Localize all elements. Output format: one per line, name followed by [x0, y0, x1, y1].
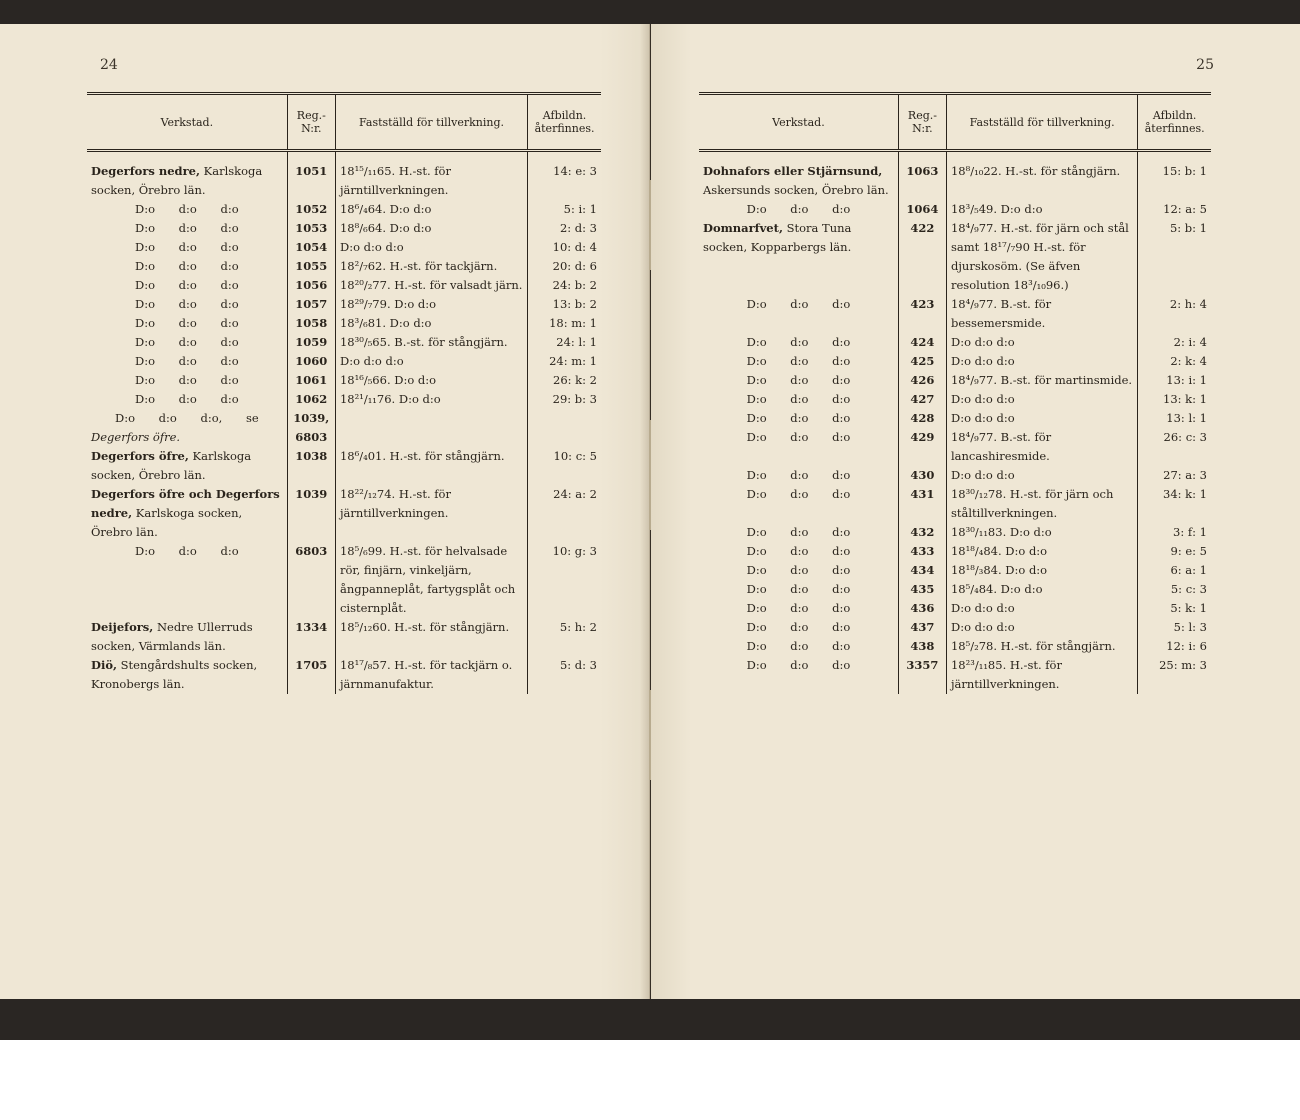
ditto-marks: D:o d:o d:o — [746, 392, 851, 406]
illustration-ref-cell: 5: l: 3 — [1138, 618, 1211, 637]
illustration-ref-cell: 13: i: 1 — [1138, 371, 1211, 390]
works-location: Karlskoga socken, Örebro län. — [91, 164, 263, 197]
fixed-for-cell: 18³/₅49. D:o d:o — [946, 200, 1137, 219]
fixed-for-cell: D:o d:o d:o — [946, 390, 1137, 409]
table-row — [699, 599, 1211, 618]
works-cell — [699, 599, 898, 618]
illustration-ref-cell: 6: a: 1 — [1138, 561, 1211, 580]
fixed-for-cell: 18³⁰/₅65. B.-st. för stångjärn. — [335, 333, 527, 352]
table-row — [699, 390, 1211, 409]
col-header-works: Verkstad. — [87, 94, 287, 151]
works-cell — [699, 390, 898, 409]
ditto-marks: D:o d:o d:o — [746, 487, 851, 501]
table-row — [699, 656, 1211, 694]
ditto-marks: D:o d:o d:o — [746, 411, 851, 425]
fixed-for-cell: 18⁵/₄84. D:o d:o — [946, 580, 1137, 599]
reg-number-cell: 1052 — [287, 200, 335, 219]
works-cell — [87, 257, 287, 276]
illustration-ref-cell: 10: g: 3 — [528, 542, 601, 618]
fixed-for-cell: D:o d:o d:o — [946, 333, 1137, 352]
works-cell — [87, 200, 287, 219]
works-cell — [699, 523, 898, 542]
works-cell — [699, 371, 898, 390]
ditto-marks: D:o d:o d:o — [135, 354, 239, 368]
illustration-ref-cell: 5: k: 1 — [1138, 599, 1211, 618]
col-header-fixed: Fastställd för tillverkning. — [946, 94, 1137, 151]
ditto-marks: D:o d:o d:o — [746, 335, 851, 349]
ditto-marks: D:o d:o d:o — [746, 601, 851, 615]
table-row — [699, 219, 1211, 295]
works-cell — [87, 295, 287, 314]
works-name: Degerfors öfre och Degerfors nedre, — [91, 487, 280, 520]
illustration-ref-cell: 2: k: 4 — [1138, 352, 1211, 371]
table-row — [699, 333, 1211, 352]
right-page — [651, 24, 1300, 999]
illustration-ref-cell: 24: a: 2 — [528, 485, 601, 542]
illustration-ref-cell: 24: b: 2 — [528, 276, 601, 295]
works-cell — [699, 428, 898, 466]
fixed-for-cell: 18⁵/₁₂60. H.-st. för stångjärn. — [335, 618, 527, 656]
table-row — [87, 257, 601, 276]
works-cell — [699, 333, 898, 352]
table-row — [699, 542, 1211, 561]
table-row — [87, 295, 601, 314]
reg-number-cell: 1060 — [287, 352, 335, 371]
illustration-ref-cell: 5: c: 3 — [1138, 580, 1211, 599]
table-header-row — [87, 94, 601, 151]
fixed-for-cell — [335, 409, 527, 447]
illustration-ref-cell: 5: i: 1 — [528, 200, 601, 219]
fixed-for-cell: D:o d:o d:o — [946, 466, 1137, 485]
fixed-for-cell: 18⁶/₄64. D:o d:o — [335, 200, 527, 219]
illustration-ref-cell: 10: d: 4 — [528, 238, 601, 257]
illustration-ref-cell: 14: e: 3 — [528, 151, 601, 201]
reg-number-cell: 433 — [898, 542, 946, 561]
reg-number-cell: 1039 — [287, 485, 335, 542]
works-cell — [699, 409, 898, 428]
works-cell — [699, 580, 898, 599]
ditto-marks: D:o d:o d:o — [746, 582, 851, 596]
reg-number-cell: 1038 — [287, 447, 335, 485]
works-cell — [87, 151, 287, 201]
fixed-for-cell: D:o d:o d:o — [946, 409, 1137, 428]
illustration-ref-cell: 29: b: 3 — [528, 390, 601, 409]
illustration-ref-cell: 13: b: 2 — [528, 295, 601, 314]
reg-number-cell: 434 — [898, 561, 946, 580]
works-name: Domnarfvet, — [703, 221, 783, 235]
illustration-ref-cell: 13: l: 1 — [1138, 409, 1211, 428]
table-row — [87, 352, 601, 371]
illustration-ref-cell: 24: l: 1 — [528, 333, 601, 352]
illustration-ref-cell: 12: i: 6 — [1138, 637, 1211, 656]
reg-number-cell: 436 — [898, 599, 946, 618]
table-header-row — [699, 94, 1211, 151]
fixed-for-cell: 18⁶/₄01. H.-st. för stångjärn. — [335, 447, 527, 485]
col-header-reg: Reg.-N:r. — [898, 94, 946, 151]
table-row — [87, 656, 601, 694]
works-cell — [699, 295, 898, 333]
table-row — [699, 352, 1211, 371]
reg-number-cell: 1061 — [287, 371, 335, 390]
fixed-for-cell: D:o d:o d:o — [946, 618, 1137, 637]
works-name: Degerfors öfre, — [91, 449, 189, 463]
illustration-ref-cell: 26: c: 3 — [1138, 428, 1211, 466]
fixed-for-cell: 18³⁰/₁₁83. D:o d:o — [946, 523, 1137, 542]
fixed-for-cell: 18²⁰/₂77. H.-st. för valsadt järn. — [335, 276, 527, 295]
reg-number-cell: 1705 — [287, 656, 335, 694]
illustration-ref-cell: 25: m: 3 — [1138, 656, 1211, 694]
ditto-marks: D:o d:o d:o — [746, 468, 851, 482]
works-cell — [87, 371, 287, 390]
works-location: Askersunds socken, Örebro län. — [703, 183, 889, 197]
fixed-for-cell: D:o d:o d:o — [946, 352, 1137, 371]
illustration-ref-cell: 5: b: 1 — [1138, 219, 1211, 295]
fixed-for-cell: 18³/₆81. D:o d:o — [335, 314, 527, 333]
works-cell — [699, 466, 898, 485]
ditto-marks: D:o d:o d:o, se — [114, 411, 259, 425]
table-body — [87, 151, 601, 695]
fixed-for-cell: 18⁸/₆64. D:o d:o — [335, 219, 527, 238]
table-row — [699, 618, 1211, 637]
reg-number-cell: 426 — [898, 371, 946, 390]
illustration-ref-cell: 24: m: 1 — [528, 352, 601, 371]
table-body — [699, 151, 1211, 695]
reg-number-cell: 1054 — [287, 238, 335, 257]
works-cell — [87, 485, 287, 542]
reg-number-cell: 422 — [898, 219, 946, 295]
works-cell — [87, 352, 287, 371]
col-header-ref: Afbildn. återfinnes. — [528, 94, 601, 151]
fixed-for-cell: 18²²/₁₂74. H.-st. för järntillverkningen. — [335, 485, 527, 542]
illustration-ref-cell: 18: m: 1 — [528, 314, 601, 333]
ditto-marks: D:o d:o d:o — [135, 278, 239, 292]
ditto-marks: D:o d:o d:o — [135, 544, 239, 558]
illustration-ref-cell: 13: k: 1 — [1138, 390, 1211, 409]
reg-number-cell: 1058 — [287, 314, 335, 333]
illustration-ref-cell: 2: h: 4 — [1138, 295, 1211, 333]
table-row — [87, 542, 601, 618]
reg-number-cell: 1053 — [287, 219, 335, 238]
ditto-marks: D:o d:o d:o — [746, 525, 851, 539]
fixed-for-cell: 18³⁰/₁₂78. H.-st. för järn och ståltillverkningen. — [946, 485, 1137, 523]
col-header-ref: Afbildn. återfinnes. — [1138, 94, 1211, 151]
reg-number-cell: 438 — [898, 637, 946, 656]
works-cell — [87, 276, 287, 295]
illustration-ref-cell: 34: k: 1 — [1138, 485, 1211, 523]
ditto-marks: D:o d:o d:o — [135, 202, 239, 216]
fixed-for-cell: 18¹⁸/₃84. D:o d:o — [946, 561, 1137, 580]
table-row — [699, 151, 1211, 201]
ditto-marks: D:o d:o d:o — [746, 354, 851, 368]
illustration-ref-cell: 5: d: 3 — [528, 656, 601, 694]
ditto-marks: D:o d:o d:o — [746, 544, 851, 558]
works-cell — [699, 485, 898, 523]
fixed-for-cell: D:o d:o d:o — [946, 599, 1137, 618]
table-row — [87, 618, 601, 656]
col-header-works: Verkstad. — [699, 94, 898, 151]
works-cell — [87, 542, 287, 618]
cross-reference: Degerfors öfre. — [91, 430, 181, 444]
reg-number-cell: 1055 — [287, 257, 335, 276]
table-row — [699, 523, 1211, 542]
reg-number-cell: 428 — [898, 409, 946, 428]
works-cell — [87, 219, 287, 238]
table-row — [87, 390, 601, 409]
table-row — [699, 371, 1211, 390]
ditto-marks: D:o d:o d:o — [135, 240, 239, 254]
table-row — [87, 219, 601, 238]
table-row — [699, 561, 1211, 580]
table-row — [87, 333, 601, 352]
works-cell — [699, 219, 898, 295]
ditto-marks: D:o d:o d:o — [746, 202, 851, 216]
works-name: Dohnafors eller Stjärnsund, — [703, 164, 883, 178]
reg-number-cell: 424 — [898, 333, 946, 352]
ditto-marks: D:o d:o d:o — [746, 658, 851, 672]
works-name: Diö, — [91, 658, 118, 672]
ledger-table — [699, 92, 1211, 694]
illustration-ref-cell: 27: a: 3 — [1138, 466, 1211, 485]
fixed-for-cell: 18¹⁶/₅66. D:o d:o — [335, 371, 527, 390]
reg-number-cell: 1057 — [287, 295, 335, 314]
fixed-for-cell: 18⁴/₉77. B.-st. för bessemersmide. — [946, 295, 1137, 333]
ledger-table — [87, 92, 601, 694]
reg-number-cell: 437 — [898, 618, 946, 637]
works-cell — [699, 542, 898, 561]
image-footer — [0, 1040, 1300, 1120]
ditto-marks: D:o d:o d:o — [746, 563, 851, 577]
ditto-marks: D:o d:o d:o — [746, 297, 851, 311]
reg-number-cell: 1334 — [287, 618, 335, 656]
reg-number-cell: 429 — [898, 428, 946, 466]
page-number: 25 — [1196, 57, 1214, 73]
fixed-for-cell: 18¹⁵/₁₁65. H.-st. för järntillverkningen. — [335, 151, 527, 201]
illustration-ref-cell: 2: i: 4 — [1138, 333, 1211, 352]
reg-number-cell: 1056 — [287, 276, 335, 295]
fixed-for-cell: 18²⁹/₇79. D:o d:o — [335, 295, 527, 314]
ditto-marks: D:o d:o d:o — [746, 639, 851, 653]
table-row — [87, 447, 601, 485]
works-cell — [87, 390, 287, 409]
works-name: Degerfors nedre, — [91, 164, 200, 178]
reg-number-cell: 3357 — [898, 656, 946, 694]
reg-number-cell: 430 — [898, 466, 946, 485]
fixed-for-cell: 18¹⁸/₄84. D:o d:o — [946, 542, 1137, 561]
illustration-ref-cell: 20: d: 6 — [528, 257, 601, 276]
illustration-ref-cell: 26: k: 2 — [528, 371, 601, 390]
illustration-ref-cell: 5: h: 2 — [528, 618, 601, 656]
table-row — [699, 466, 1211, 485]
table-row — [87, 238, 601, 257]
illustration-ref-cell: 15: b: 1 — [1138, 151, 1211, 201]
fixed-for-cell: 18⁴/₉77. B.-st. för martinsmide. — [946, 371, 1137, 390]
fixed-for-cell: 18²³/₁₁85. H.-st. för järntillverkningen. — [946, 656, 1137, 694]
fixed-for-cell: 18⁵/₆99. H.-st. för helvalsade rör, finjärn, vinkeljärn, ångpanneplåt, fartygsplåt och cisternplåt. — [335, 542, 527, 618]
works-cell — [87, 333, 287, 352]
table-row — [87, 371, 601, 390]
table-row — [87, 276, 601, 295]
fixed-for-cell: D:o d:o d:o — [335, 352, 527, 371]
works-name: Deijefors, — [91, 620, 154, 634]
page-number: 24 — [100, 57, 118, 73]
reg-number-cell: 425 — [898, 352, 946, 371]
table-row — [87, 409, 601, 447]
ditto-marks: D:o d:o d:o — [135, 335, 239, 349]
fixed-for-cell: 18²¹/₁₁76. D:o d:o — [335, 390, 527, 409]
illustration-ref-cell — [528, 409, 601, 447]
table-row — [87, 200, 601, 219]
illustration-ref-cell: 9: e: 5 — [1138, 542, 1211, 561]
reg-number-cell: 1063 — [898, 151, 946, 201]
works-location: Nedre Ullerruds socken, Värmlands län. — [91, 620, 253, 653]
works-cell — [699, 561, 898, 580]
works-cell — [87, 656, 287, 694]
fixed-for-cell: D:o d:o d:o — [335, 238, 527, 257]
reg-number-cell: 6803 — [287, 542, 335, 618]
works-cell — [699, 200, 898, 219]
fixed-for-cell: 18⁴/₉77. H.-st. för järn och stål samt 18¹⁷/₇90 H.-st. för djurskosöm. (Se äfven resolution 18³/₁₀96.) — [946, 219, 1137, 295]
col-header-fixed: Fastställd för tillverkning. — [335, 94, 527, 151]
ditto-marks: D:o d:o d:o — [746, 620, 851, 634]
table-row — [699, 637, 1211, 656]
works-cell — [699, 151, 898, 201]
table-row — [699, 295, 1211, 333]
ditto-marks: D:o d:o d:o — [135, 221, 239, 235]
table-row — [87, 151, 601, 201]
works-location: Karlskoga socken, Örebro län. — [91, 449, 252, 482]
left-page — [0, 24, 650, 999]
ditto-marks: D:o d:o d:o — [746, 373, 851, 387]
works-location: Karlskoga socken, Örebro län. — [91, 506, 243, 539]
table-row — [699, 409, 1211, 428]
reg-number-cell: 435 — [898, 580, 946, 599]
col-header-reg: Reg.-N:r. — [287, 94, 335, 151]
reg-number-cell: 1064 — [898, 200, 946, 219]
fixed-for-cell: 18¹⁷/₈57. H.-st. för tackjärn o. järnmanufaktur. — [335, 656, 527, 694]
ditto-marks: D:o d:o d:o — [135, 259, 239, 273]
works-cell — [87, 409, 287, 447]
reg-number-cell: 1051 — [287, 151, 335, 201]
works-cell — [699, 656, 898, 694]
table-row — [87, 485, 601, 542]
illustration-ref-cell: 2: d: 3 — [528, 219, 601, 238]
works-cell — [87, 238, 287, 257]
works-cell — [87, 618, 287, 656]
ditto-marks: D:o d:o d:o — [135, 392, 239, 406]
table-row — [699, 580, 1211, 599]
works-location: Stora Tuna socken, Kopparbergs län. — [703, 221, 852, 254]
table-row — [699, 485, 1211, 523]
illustration-ref-cell: 10: c: 5 — [528, 447, 601, 485]
fixed-for-cell: 18⁸/₁₀22. H.-st. för stångjärn. — [946, 151, 1137, 201]
illustration-ref-cell: 12: a: 5 — [1138, 200, 1211, 219]
ditto-marks: D:o d:o d:o — [746, 430, 851, 444]
fixed-for-cell: 18²/₇62. H.-st. för tackjärn. — [335, 257, 527, 276]
reg-number-cell: 432 — [898, 523, 946, 542]
ditto-marks: D:o d:o d:o — [135, 297, 239, 311]
table-row — [87, 314, 601, 333]
reg-number-cell: 427 — [898, 390, 946, 409]
reg-number-cell: 1059 — [287, 333, 335, 352]
works-location: Stengårdshults socken, Kronobergs län. — [91, 658, 258, 691]
works-cell — [699, 352, 898, 371]
works-cell — [699, 637, 898, 656]
reg-number-cell: 1062 — [287, 390, 335, 409]
table-row — [699, 200, 1211, 219]
fixed-for-cell: 18⁴/₉77. B.-st. för lancashiresmide. — [946, 428, 1137, 466]
fixed-for-cell: 18⁵/₂78. H.-st. för stångjärn. — [946, 637, 1137, 656]
works-cell — [699, 618, 898, 637]
works-cell — [87, 447, 287, 485]
reg-number-cell: 431 — [898, 485, 946, 523]
table-row — [699, 428, 1211, 466]
illustration-ref-cell: 3: f: 1 — [1138, 523, 1211, 542]
works-cell — [87, 314, 287, 333]
ditto-marks: D:o d:o d:o — [135, 316, 239, 330]
reg-number-cell: 1039, 6803 — [287, 409, 335, 447]
ditto-marks: D:o d:o d:o — [135, 373, 239, 387]
reg-number-cell: 423 — [898, 295, 946, 333]
